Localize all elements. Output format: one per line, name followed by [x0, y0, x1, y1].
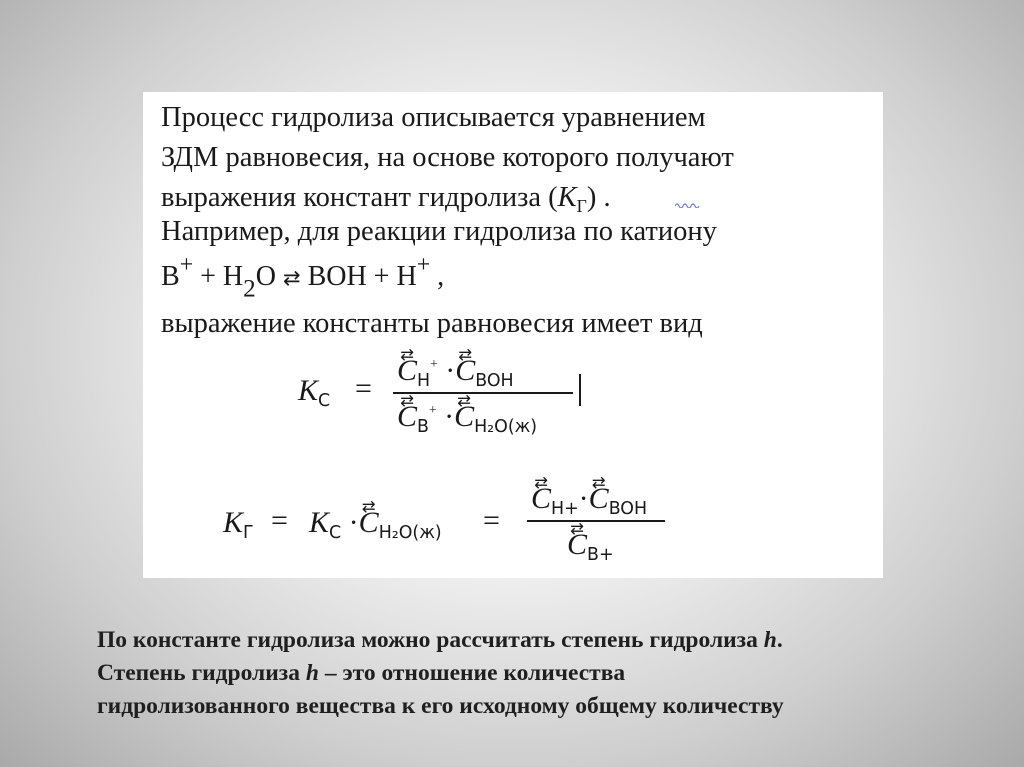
kc-equals: =	[355, 372, 372, 405]
bottom-line-2	[97, 657, 957, 690]
kc-num-c1-sub: H	[417, 371, 431, 392]
constant-line: выражение константы равновесия имеет вид	[161, 308, 703, 339]
intro-line-3	[161, 184, 611, 216]
bottom-line-1	[97, 624, 957, 657]
kg-c-symbol: ⇄ C	[359, 506, 379, 540]
kg-num-dot: ·	[578, 482, 589, 515]
bottom-line-2-h: h	[305, 660, 319, 686]
reaction-b-charge: +	[179, 252, 194, 278]
reaction-boh: BOH + H	[300, 261, 417, 293]
intro-line-1: Процесс гидролиза описывается уравнением	[161, 102, 706, 133]
kg-num-c1-sub: H+	[551, 499, 579, 520]
bottom-line-3: гидролизованного вещества к его исходному общему количеству	[97, 693, 784, 719]
kc-numerator	[397, 354, 514, 391]
hydrolysis-reaction	[161, 252, 444, 303]
kg-dot: ·	[348, 506, 359, 539]
text-cursor	[579, 374, 581, 406]
bottom-paragraph	[97, 624, 957, 723]
kg-subscript: Г	[576, 196, 587, 217]
kc-denominator	[397, 400, 537, 437]
kg-den-c: ⇄ C	[567, 528, 587, 562]
kg-middle	[309, 506, 442, 543]
kg-lhs-sub: Г	[243, 523, 254, 544]
bottom-line-1-text: По константе гидролиза можно рассчитать степень гидролиза	[97, 627, 764, 653]
reaction-h-charge: +	[416, 252, 431, 278]
kc-num-c1: ⇄ C	[397, 354, 417, 388]
kg-kc-symbol: K	[309, 506, 330, 539]
kc-num-c2-sub: BOH	[475, 371, 514, 392]
kc-den-dot: ·	[444, 400, 455, 433]
reaction-o: O	[255, 261, 283, 293]
equilibrium-arrow-icon: ⇄	[282, 266, 301, 291]
kc-num-dot: ·	[445, 354, 456, 387]
kc-lhs	[298, 374, 330, 411]
kc-lhs-symbol: K	[298, 374, 319, 407]
bottom-line-1-h: h	[763, 627, 777, 653]
kg-equals-2: =	[483, 504, 500, 537]
spellcheck-squiggle-icon	[675, 202, 701, 208]
reaction-comma: ,	[430, 261, 445, 293]
kg-symbol: K	[557, 182, 577, 213]
kc-den-c2: ⇄ C	[454, 400, 474, 434]
bottom-line-1-end: .	[776, 627, 783, 653]
kg-equals: =	[271, 504, 288, 537]
kg-denominator	[567, 528, 614, 565]
example-line: Например, для реакции гидролиза по катиону	[161, 216, 717, 247]
kg-den-c-sub: B+	[587, 545, 614, 566]
kc-lhs-sub: C	[318, 391, 331, 412]
intro-line-2: ЗДМ равновесия, на основе которого получают	[161, 142, 734, 173]
intro-line-3-end: ) .	[586, 182, 611, 213]
kg-num-c1: ⇄ C	[531, 482, 551, 516]
kc-den-c1-sup: +	[428, 401, 437, 417]
kg-lhs-symbol: K	[223, 506, 244, 539]
kg-num-c2: ⇄ C	[589, 482, 609, 516]
kc-num-c2: ⇄ C	[455, 354, 475, 388]
kg-lhs	[223, 506, 254, 543]
kc-num-c1-sup: +	[430, 355, 438, 371]
kg-fraction-line	[527, 520, 665, 522]
reaction-b: B	[161, 261, 180, 293]
bottom-line-2-end: – это отношение количества	[318, 660, 626, 686]
kc-fraction-line	[393, 392, 573, 394]
kg-kc-sub: C	[329, 523, 342, 544]
intro-line-3-text: выражения констант гидролиза (	[161, 182, 558, 213]
kg-num-c2-sub: BOH	[608, 499, 648, 520]
kc-den-c1: ⇄ C	[397, 400, 417, 434]
kc-den-c1-sub: B	[417, 417, 429, 438]
kg-numerator	[531, 482, 647, 519]
kg-c-sub: H₂O(ж)	[378, 523, 442, 544]
kc-den-c2-sub: H₂O(ж)	[474, 417, 538, 438]
content-box	[143, 92, 883, 578]
reaction-h: + H	[193, 261, 244, 293]
bottom-line-2-text: Степень гидролиза	[97, 660, 306, 686]
reaction-h2-sub: 2	[243, 275, 256, 303]
